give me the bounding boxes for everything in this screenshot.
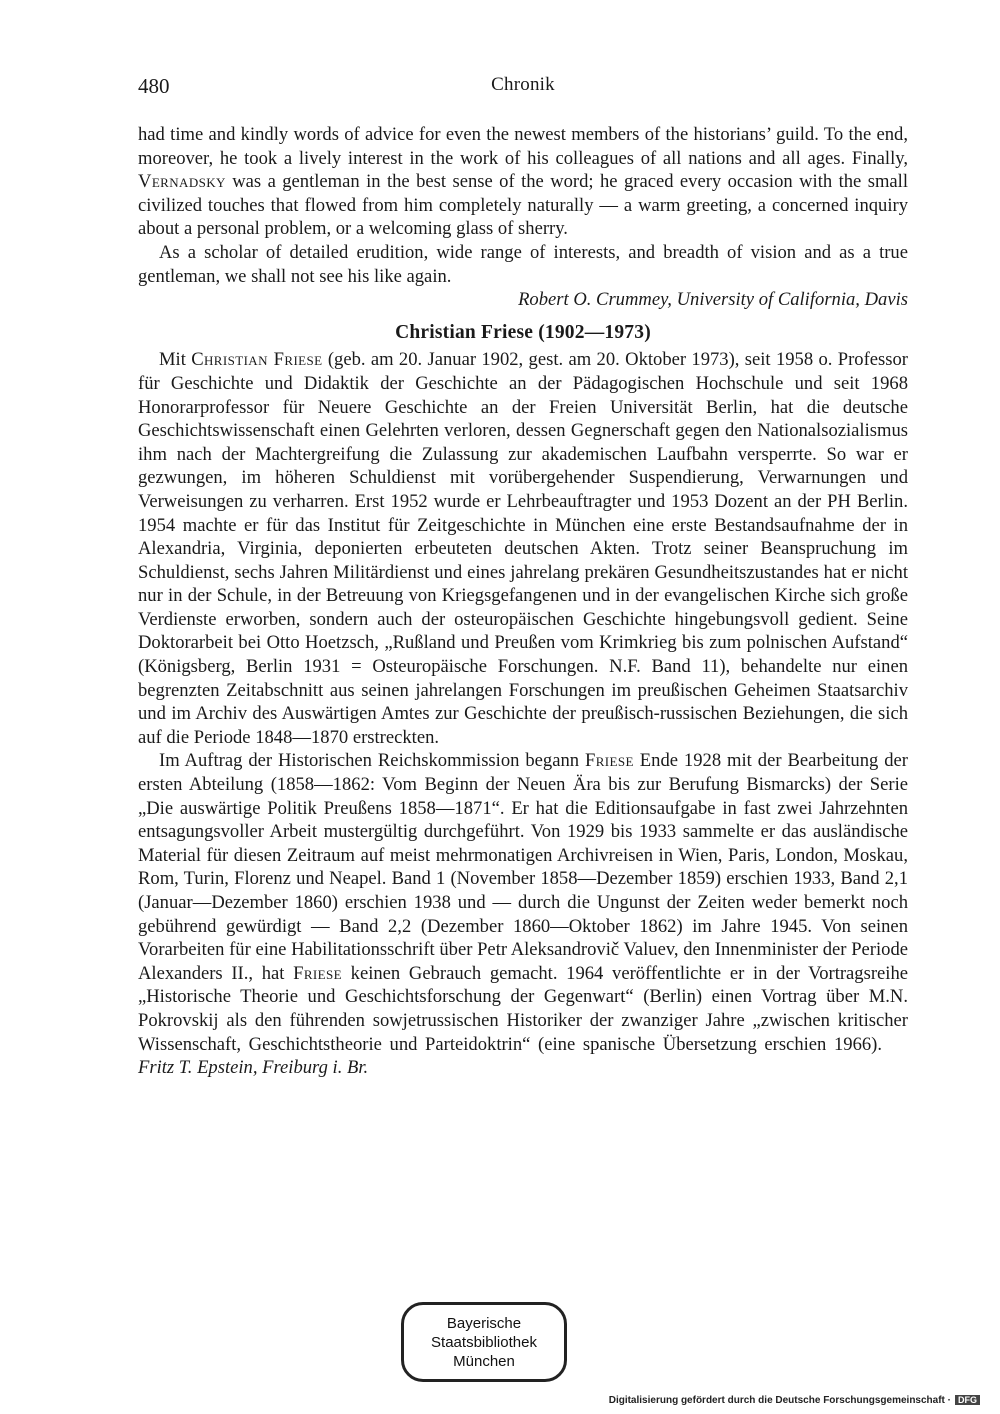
text-span: Mit (159, 349, 192, 371)
author-name: Christian Friese (191, 349, 323, 371)
footer-text: Digitalisierung gefördert durch die Deutsche Forschungsgemeinschaft · (608, 1395, 951, 1406)
digitization-footer (609, 1395, 980, 1406)
text-span: had time and kindly words of advice for even the newest members of the historians’ guild. To the end, moreover, he took a lively interest in the work of his colleagues of all nations and all ages. Finally, (138, 124, 908, 169)
vernadsky-paragraph-1 (138, 123, 908, 241)
text-span: was a gentleman in the best sense of the word; he graced every occasion with the small civilized touches that flowed from him completely naturally — a warm greeting, a concerned inquiry about a personal problem, or a welcoming glass of sherry. (138, 171, 908, 240)
author-name: Vernadsky (138, 171, 226, 193)
friese-paragraph-1 (138, 348, 908, 749)
text-span: Ende 1928 mit der Bearbeitung der ersten Abteilung (1858—1862: Vom Beginn der Neuen Ära bis zur Berufung Bismarcks) der Serie „Die auswärtige Politik Preußens 1858—1871“. Er hat die Editionsaufgabe in fast zwei Jahrzehnten entsagungsvoller Arbeit mustergültig durchgeführt. Von 1929 bis 1933 sammelte er das ausländische Material für diesen Zeitraum auf meist mehrmonatigen Archivreisen in Wien, Paris, London, Moskau, Rom, Turin, Florenz und Neapel. Band 1 (November 1858—Dezember 1859) erschien 1933, Band 2,1 (Januar—Dezember 1860) erschien 1938 und — durch die Ungunst der Zeiten weder bemerkt noch gebührend gewürdigt — Band 2,2 (Dezember 1860—Oktober 1862) im Jahre 1945. Von seinen Vorarbeiten für eine Habilitationsschrift über Petr Aleksandrovič Valuev, den Innenminister der Periode Alexanders II., hat (138, 750, 908, 984)
stamp-line: Bayerische (446, 1314, 522, 1332)
body-text (138, 123, 908, 1080)
dfg-logo-icon: DFG (955, 1395, 980, 1405)
text-span: (geb. am 20. Januar 1902, gest. am 20. Oktober 1973), seit 1958 o. Professor für Geschichte und Didaktik der Geschichte an der Pädagogischen Hochschule und seit 1968 Honorarprofessor für Neuere Geschichte an der Freien Universität Berlin, hat die deutsche Geschichtswissenschaft einen Gelehrten verloren, dessen Gegnerschaft gegen den Nationalsozialismus ihm nach der Machtergreifung die Zulassung zur akademischen Laufbahn versperrte. So war er gezwungen, im höheren Schuldienst mit vorübergehender Suspendierung, Verwarnungen und Verweisungen zu verharren. Erst 1952 wurde er Lehrbeauftragter und 1953 Dozent an der PH Berlin. 1954 machte er für das Institut für Zeitgeschichte in München eine erste Bestandsaufnahme der in Alexandria, Virginia, deponierten erbeuteten deutschen Akten. Trotz seiner Beanspruchung im Schuldienst, sechs Jahren Militärdienst und eines jahrelang prekären Gesundheitszustandes hat er nicht nur in der Schule, in der Betreuung von Kriegsgefangenen und in der evangelischen Kirche sich große Verdienste erworben, sondern auch der osteuropäischen Geschichte hingebungsvoll gedient. Seine Doktorarbeit bei Otto Hoetzsch, „Rußland und Preußen vom Krimkrieg bis zum polnischen Aufstand“ (Königsberg, Berlin 1931 = Osteuropäische Forschungen. N.F. Band 11), behandelte nur einen begrenzten Zeitabschnitt aus seinen jahrelangen Forschungen im preußischen Geheimen Staatsarchiv und im Archiv des Auswärtigen Amtes zur Geschichte der preußisch-russischen Beziehungen, die sich auf die Periode 1848—1870 erstreckten. (138, 349, 908, 748)
text-span: keinen Gebrauch gemacht. 1964 veröffentlichte er in der Vortragsreihe „Historische Theorie und Geschichtsforschung der Gegenwart“ (Berlin) einen Vortrag über M.N. Pokrovskij als den führenden sowjetrussischen Historiker der zwanziger Jahre „zwischen kritischer Wissenschaft, Geschichtstheorie und Parteidoktrin“ (eine spanische Übersetzung erschien 1966). (138, 962, 908, 1055)
author-name: Friese (585, 750, 634, 772)
vernadsky-paragraph-2: As a scholar of detailed erudition, wide range of interests, and breadth of vision and as a true gentleman, we shall not see his like again. (138, 241, 908, 287)
running-title: Chronik (491, 74, 555, 95)
text-span: Im Auftrag der Historischen Reichskommission begann (159, 750, 585, 772)
author-name: Friese (293, 962, 342, 984)
section-heading: Christian Friese (1902—1973) (395, 321, 651, 343)
vernadsky-signature: Robert O. Crummey, University of California, Davis (518, 289, 908, 311)
library-stamp (401, 1302, 567, 1382)
friese-paragraph-2 (138, 749, 908, 1079)
stamp-line: München (453, 1352, 515, 1370)
page-header (138, 70, 908, 102)
stamp-line: Staatsbibliothek (431, 1333, 537, 1351)
friese-signature: Fritz T. Epstein, Freiburg i. Br. (138, 1057, 369, 1079)
page-number: 480 (138, 74, 170, 98)
